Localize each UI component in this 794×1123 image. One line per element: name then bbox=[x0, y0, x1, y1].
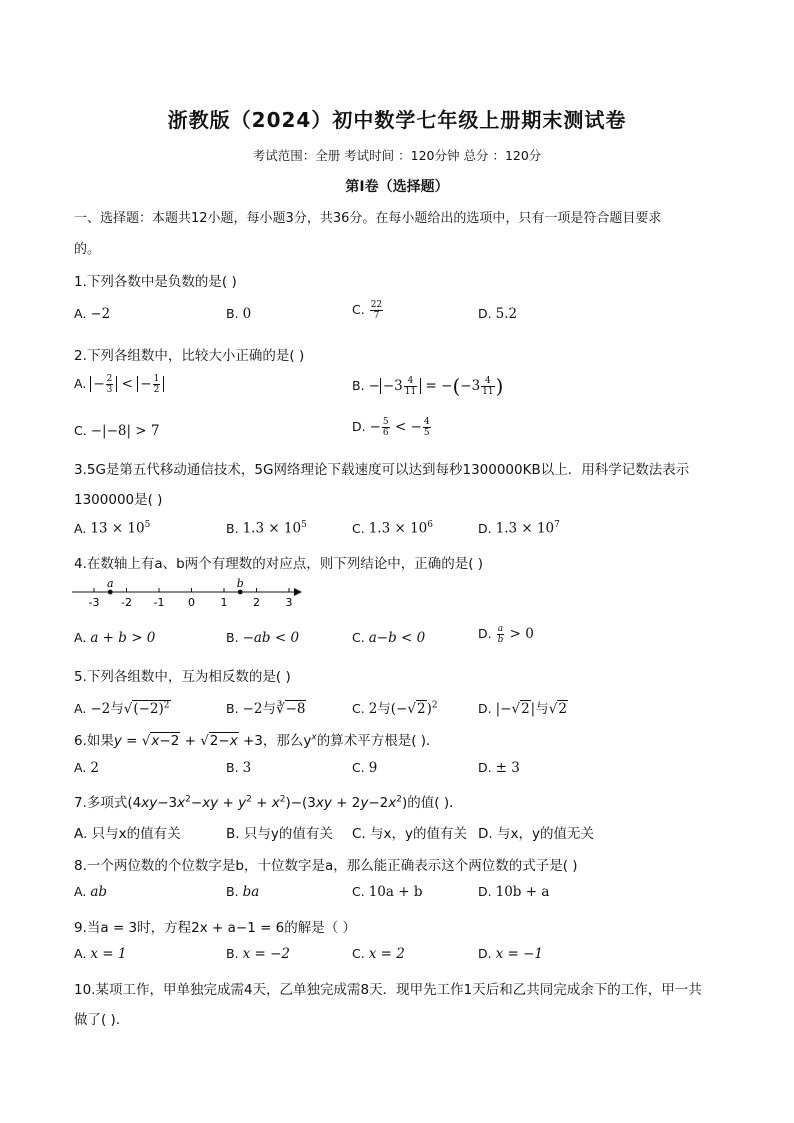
q4-option-d[interactable]: D. $\frac{a}{b}$ > 0 bbox=[478, 624, 534, 645]
exam-title: 浙教版（2024）初中数学七年级上册期末测试卷 bbox=[167, 108, 627, 132]
q10-stem-line2: 做了( )． bbox=[74, 1012, 130, 1028]
q1-option-c[interactable]: C. $\frac{22}{7}$ bbox=[352, 300, 383, 321]
q7-option-a[interactable]: A. 只与x的值有关 bbox=[74, 826, 181, 842]
q5-option-a[interactable]: A. −2与$√(-2)^2$ bbox=[74, 700, 170, 717]
q10-stem-line1: 10.某项工作，甲单独完成需4天，乙单独完成需8天．现甲先工作1天后和乙共同完成余下的工作，甲一共 bbox=[74, 982, 702, 998]
q3-stem-line1: 3.5G是第五代移动通信技术，5G网络理论下载速度可以达到每秒1300000KB以上．用科学记数法表示 bbox=[74, 462, 690, 478]
q8-option-d[interactable]: D. 10b + a bbox=[478, 884, 550, 900]
q4-option-b[interactable]: B. −ab < 0 bbox=[226, 630, 300, 646]
q6-option-d[interactable]: D. ± 3 bbox=[478, 760, 520, 776]
q2-option-a[interactable]: A. − $\frac{2}{3}$ < − $\frac{1}{2}$ bbox=[74, 374, 164, 395]
q9-option-c[interactable]: C. x = 2 bbox=[352, 946, 405, 962]
q8-option-b[interactable]: B. ba bbox=[226, 884, 260, 900]
q4-d-expression: $\frac{a}{b}$ > 0 bbox=[497, 624, 534, 645]
number-line-point-label-a: a bbox=[106, 578, 114, 590]
number-line-tick-label: 0 bbox=[188, 596, 195, 609]
number-line-tick-label: 2 bbox=[253, 596, 260, 609]
q8-option-a[interactable]: A. ab bbox=[74, 884, 108, 900]
q1-option-d[interactable]: D. 5.2 bbox=[478, 306, 518, 322]
q2-option-b[interactable]: B. − −3 $\frac{4}{11}$ = −(−3 $\frac{4}{11}$ ) bbox=[352, 374, 504, 398]
q2-option-c[interactable]: C. −|−8| > 7 bbox=[74, 423, 160, 439]
q5-c-expression: 2与$(-√2)^2$ bbox=[368, 700, 438, 717]
number-line-point-label-b: b bbox=[236, 578, 244, 590]
q1-option-a[interactable]: A. −2 bbox=[74, 306, 111, 322]
number-line-point-b bbox=[238, 590, 243, 595]
volume-heading: 第I卷（选择题） bbox=[345, 179, 449, 195]
q6-option-a[interactable]: A. 2 bbox=[74, 760, 99, 776]
q9-option-d[interactable]: D. x = −1 bbox=[478, 946, 544, 962]
q9-stem: 9.当a = 3时，方程2x + a−1 = 6的解是（ ） bbox=[74, 920, 357, 936]
q8-stem: 8.一个两位数的个位数字是b，十位数字是a，那么能正确表示这个两位数的式子是( ) bbox=[74, 858, 578, 874]
q2-d-expression: − $\frac{5}{6}$ < − $\frac{4}{5}$ bbox=[369, 417, 430, 438]
number-line-tick-label: 3 bbox=[285, 596, 293, 609]
q7-stem: 7.多项式$(4xy-3x^2-xy + y^2 + x^2)-(3xy + 2y-2x^2)$的值( )． bbox=[74, 794, 463, 811]
q7-option-b[interactable]: B. 只与y的值有关 bbox=[226, 826, 333, 842]
number-line-tick-label: -2 bbox=[121, 596, 132, 609]
q5-option-d[interactable]: D. |−√2|与√2 bbox=[478, 701, 567, 717]
q9-option-b[interactable]: B. x = −2 bbox=[226, 946, 290, 962]
q2-stem: 2.下列各组数中，比较大小正确的是( ) bbox=[74, 348, 305, 364]
q6-option-b[interactable]: B. 3 bbox=[226, 760, 252, 776]
q5-b-expression: −2与∛−8 bbox=[242, 701, 306, 717]
q5-d-expression: |−√2|与√2 bbox=[495, 701, 567, 717]
q7-option-d[interactable]: D. 与x，y的值无关 bbox=[478, 826, 594, 842]
q3-option-b[interactable]: B. $1.3 \times 10^5$ bbox=[226, 520, 307, 537]
q1-option-b[interactable]: B. 0 bbox=[226, 306, 252, 322]
q4-option-a[interactable]: A. a + b > 0 bbox=[74, 630, 156, 646]
q5-option-b[interactable]: B. −2与∛−8 bbox=[226, 701, 306, 717]
section-instructions-line2: 的。 bbox=[74, 242, 101, 257]
q4-stem: 4.在数轴上有a、b两个有理数的对应点，则下列结论中，正确的是( ) bbox=[74, 556, 484, 572]
number-line-tick-label: -3 bbox=[88, 596, 100, 609]
q3-option-d[interactable]: D. $1.3 \times 10^7$ bbox=[478, 520, 560, 537]
q8-option-c[interactable]: C. 10a + b bbox=[352, 884, 423, 900]
exam-info: 考试范围：全册 考试时间 ：120分钟 总分 ：120分 bbox=[252, 148, 542, 163]
q1-stem: 1.下列各数中是负数的是( ) bbox=[74, 274, 237, 290]
number-line-tick-label: -1 bbox=[153, 596, 165, 609]
q2-a-expression: − $\frac{2}{3}$ < − $\frac{1}{2}$ bbox=[90, 376, 164, 392]
q6-option-c[interactable]: C. 9 bbox=[352, 760, 378, 776]
q7-option-c[interactable]: C. 与x，y的值有关 bbox=[352, 826, 467, 842]
q5-a-expression: −2与$√(-2)^2$ bbox=[90, 700, 170, 717]
q4-option-c[interactable]: C. a−b < 0 bbox=[352, 630, 426, 646]
section-instructions-line1: 一、选择题：本题共12小题，每小题3分，共36分。在每小题给出的选项中，只有一项是符合题目要求 bbox=[74, 211, 662, 226]
q6-stem: 6.如果y = √x−2 + √2−x +3，那么$y^x$的算术平方根是( )． bbox=[74, 732, 440, 749]
q5-stem: 5.下列各组数中，互为相反数的是( ) bbox=[74, 669, 291, 685]
q3-stem-line2: 1300000是( ) bbox=[74, 492, 163, 508]
number-line-tick-label: 1 bbox=[220, 596, 228, 609]
number-line bbox=[70, 578, 310, 614]
q2-b-expression: − −3 $\frac{4}{11}$ = −(−3 $\frac{4}{11}$ ) bbox=[368, 374, 504, 398]
q3-option-a[interactable]: A. $13 \times 10^5$ bbox=[74, 520, 151, 537]
q3-option-c[interactable]: C. $1.3 \times 10^6$ bbox=[352, 520, 433, 537]
fraction: $\frac{22}{7}$ bbox=[370, 300, 383, 321]
q5-option-c[interactable]: C. 2与$(-√2)^2$ bbox=[352, 700, 438, 717]
q2-option-d[interactable]: D. − $\frac{5}{6}$ < − $\frac{4}{5}$ bbox=[352, 417, 430, 438]
q9-option-a[interactable]: A. x = 1 bbox=[74, 946, 127, 962]
number-line-point-a bbox=[108, 590, 113, 595]
